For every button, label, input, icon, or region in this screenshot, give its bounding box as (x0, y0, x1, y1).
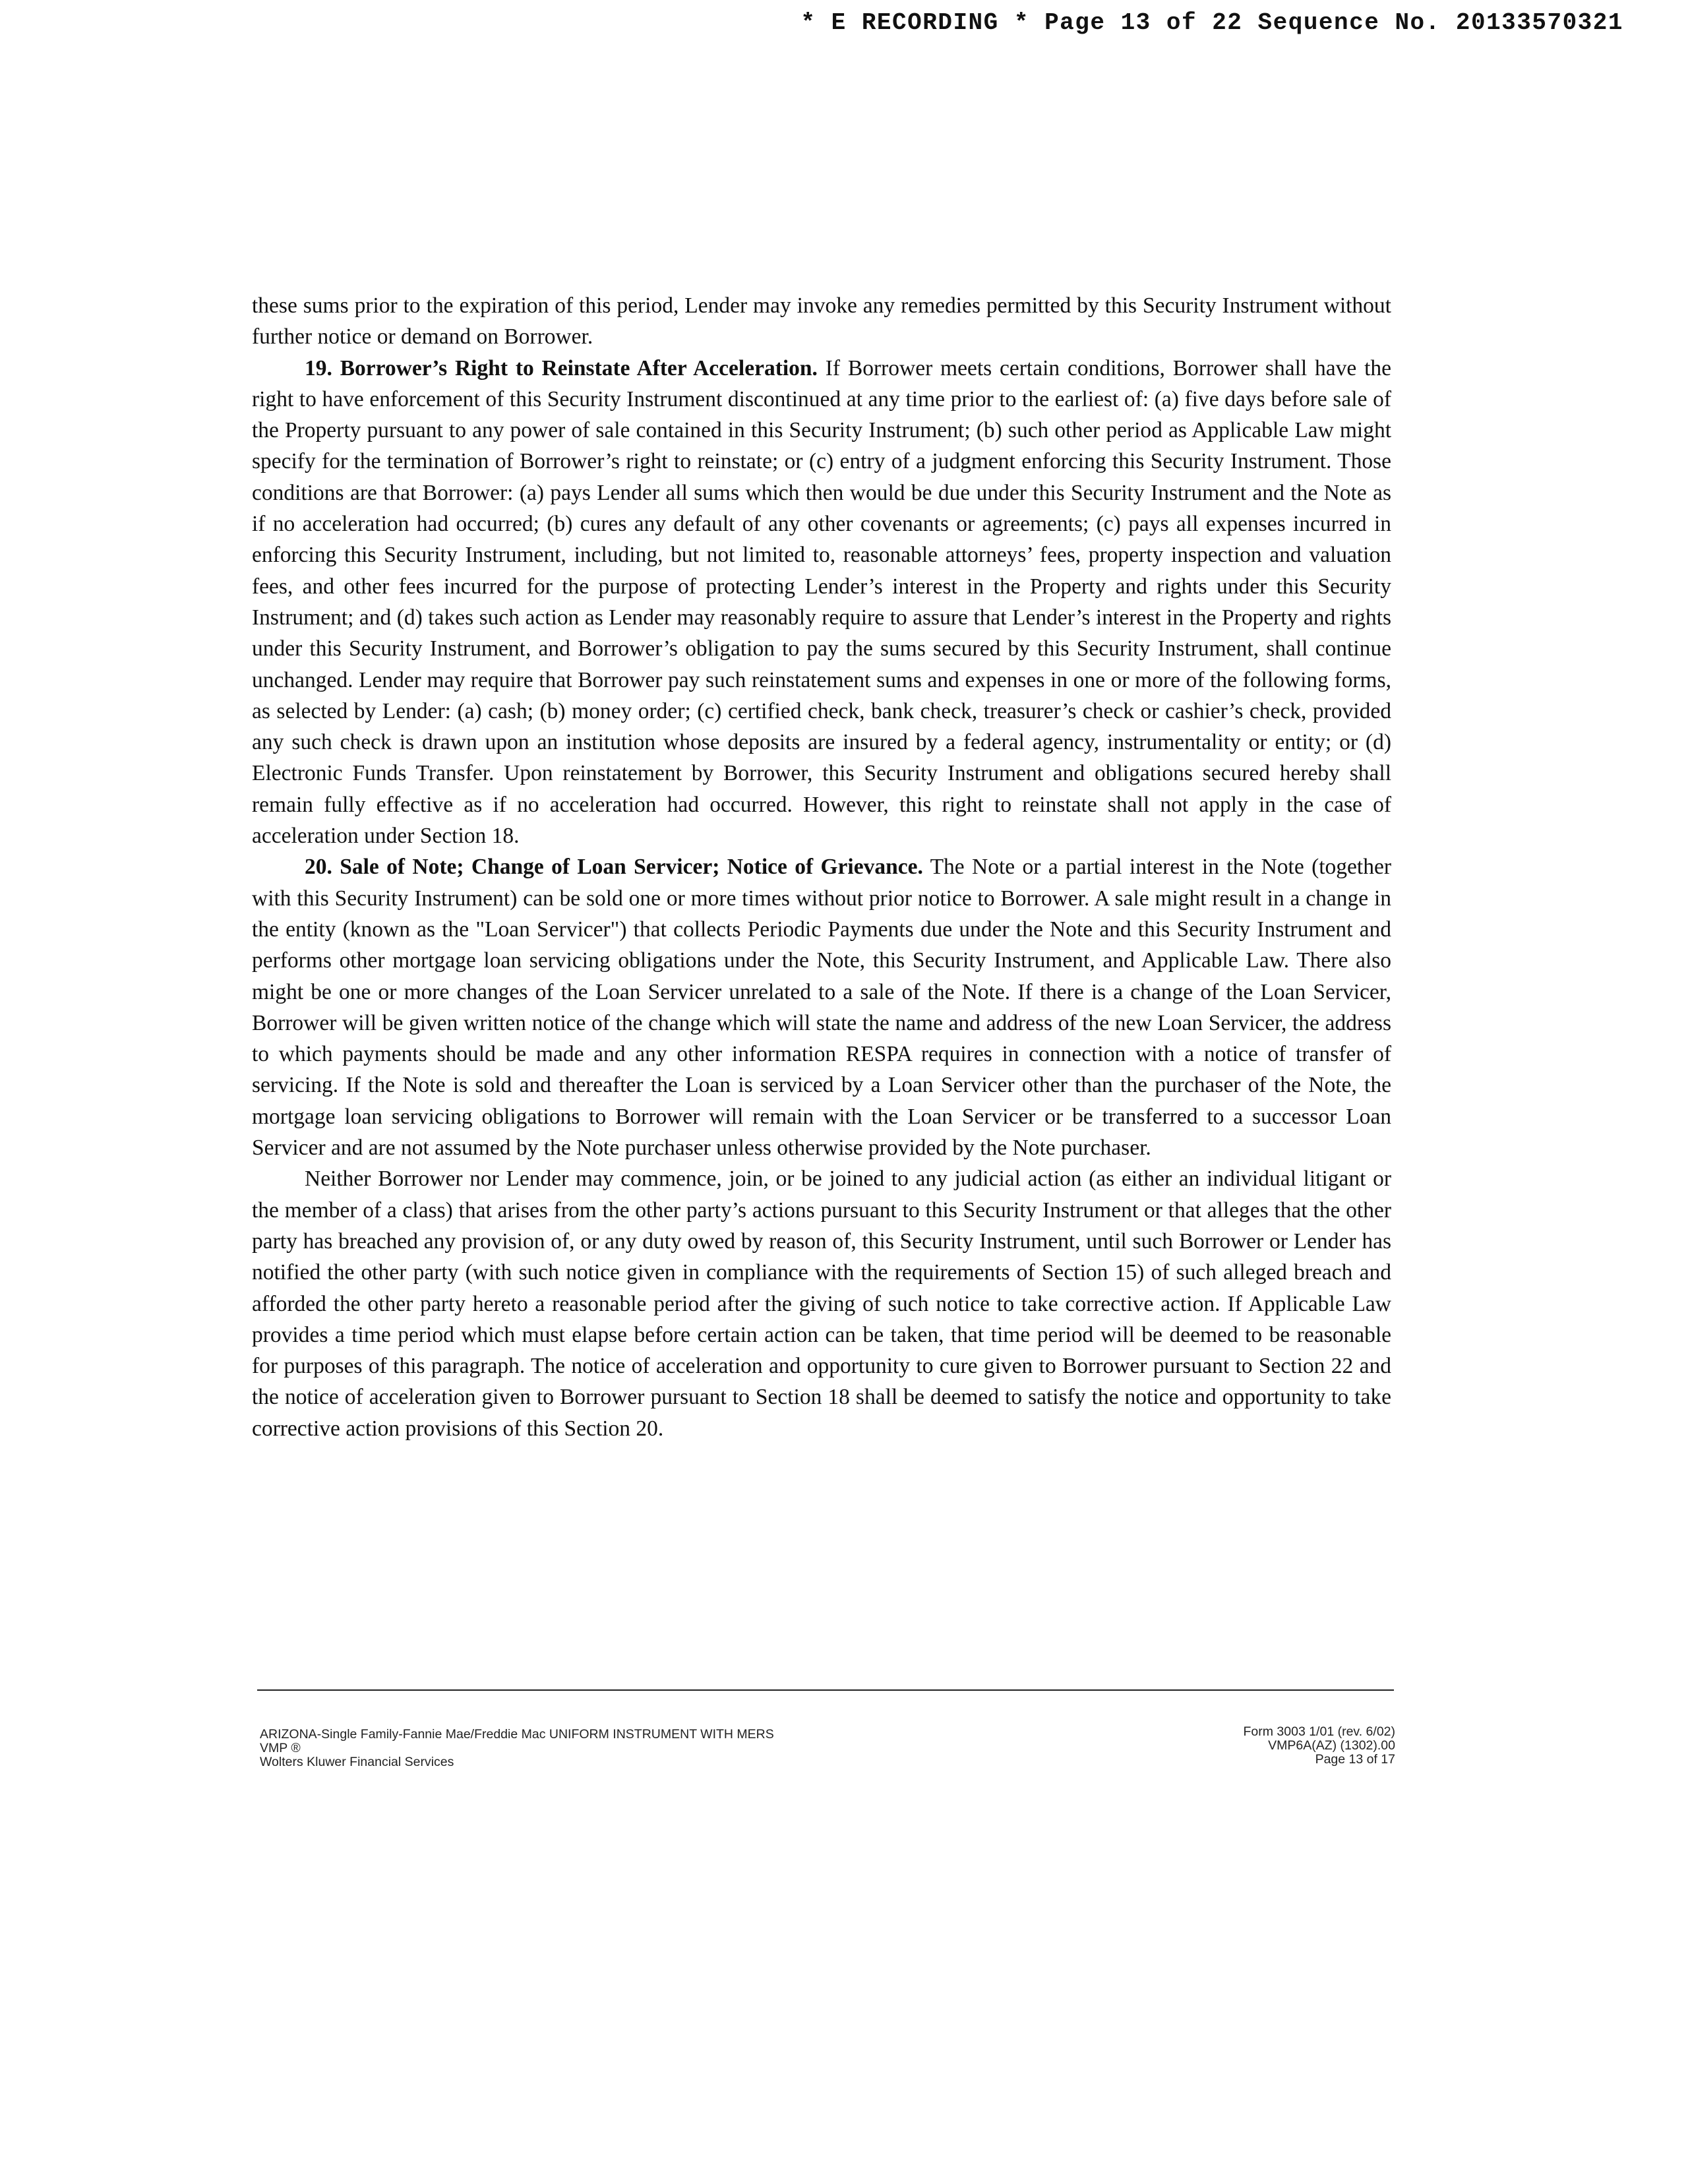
section-20-paragraph-2: Neither Borrower nor Lender may commence, join, or be joined to any judicial action (as either an individual litigant or the member of a class) that arises from the other party’s actions pursuant to this Security Instrument or that alleges that the other party has breached any provision of, or any duty owed by reason of, this Security Instrument, until such Borrower or Lender has notified the other party (with such notice given in compliance with the requirements of Section 15) of such alleged breach and afforded the other party hereto a reasonable period after the giving of such notice to take corrective action. If Applicable Law provides a time period which must elapse before certain action can be taken, that time period will be deemed to be reasonable for purposes of this paragraph. The notice of acceleration and opportunity to cure given to Borrower pursuant to Section 22 and the notice of acceleration given to Borrower pursuant to Section 18 shall be deemed to satisfy the notice and opportunity to take corrective action provisions of this Section 20. (252, 1167, 1391, 1441)
document-body (252, 290, 1391, 1444)
footer-right (1244, 1725, 1396, 1767)
section-19-title: 19. Borrower’s Right to Reinstate After Acceleration. (305, 355, 818, 380)
footer-page-number: Page 13 of 17 (1315, 1752, 1395, 1767)
section-20-text: The Note or a partial interest in the Note (together with this Security Instrument) can be sold one or more times without prior notice to Borrower. A sale might result in a change in the entity (known as the "Loan Servicer") that collects Periodic Payments due under the Note and this Security Instrument and performs other mortgage loan servicing obligations under the Note, this Security Instrument, and Applicable Law. There also might be one or more changes of the Loan Servicer unrelated to a sale of the Note. If there is a change of the Loan Servicer, Borrower will be given written notice of the change which will state the name and address of the new Loan Servicer, the address to which payments should be made and any other information RESPA requires in connection with a notice of transfer of servicing. If the Note is sold and thereafter the Loan is serviced by a Loan Servicer other than the purchaser of the Note, the mortgage loan servicing obligations to Borrower will remain with the Loan Servicer or be transferred to a successor Loan Servicer and are not assumed by the Note purchaser unless otherwise provided by the Note purchaser. (252, 855, 1391, 1161)
section-19 (252, 353, 1391, 852)
recording-stamp-header: * E RECORDING * Page 13 of 22 Sequence No. 20133570321 (800, 9, 1623, 36)
footer-form-title: ARIZONA-Single Family-Fannie Mae/Freddie Mac UNIFORM INSTRUMENT WITH MERS (260, 1727, 774, 1742)
paragraph-continuation: these sums prior to the expiration of this period, Lender may invoke any remedies permitted by this Security Instrument without further notice or demand on Borrower. (252, 293, 1391, 349)
footer-form-number: Form 3003 1/01 (rev. 6/02) (1243, 1724, 1395, 1739)
footer-publisher: Wolters Kluwer Financial Services (260, 1755, 454, 1769)
section-20-title: 20. Sale of Note; Change of Loan Servicer; Notice of Grievance. (305, 855, 923, 880)
footer-form-code: VMP6A(AZ) (1302).00 (1268, 1738, 1395, 1753)
section-19-text: If Borrower meets certain conditions, Borrower shall have the right to have enforcement of this Security Instrument discontinued at any time prior to the earliest of: (a) five days before sale of the Property pursuant to any power of sale contained in this Security Instrument; (b) such other period as Applicable Law might specify for the termination of Borrower’s right to reinstate; or (c) entry of a judgment enforcing this Security Instrument. Those conditions are that Borrower: (a) pays Lender all sums which then would be due under this Security Instrument and the Note as if no acceleration had occurred; (b) cures any default of any other covenants or agreements; (c) pays all expenses incurred in enforcing this Security Instrument, including, but not limited to, reasonable attorneys’ fees, property inspection and valuation fees, and other fees incurred for the purpose of protecting Lender’s interest in the Property and rights under this Security Instrument; and (d) takes such action as Lender may reasonably require to assure that Lender’s interest in the Property and rights under this Security Instrument, and Borrower’s obligation to pay the sums secured by this Security Instrument, shall continue unchanged. Lender may require that Borrower pay such reinstatement sums and expenses in one or more of the following forms, as selected by Lender: (a) cash; (b) money order; (c) certified check, bank check, treasurer’s check or cashier’s check, provided any such check is drawn upon an institution whose deposits are insured by a federal agency, instrumentality or entity; or (d) Electronic Funds Transfer. Upon reinstatement by Borrower, this Security Instrument and obligations secured hereby shall remain fully effective as if no acceleration had occurred. However, this right to reinstate shall not apply in the case of acceleration under Section 18. (252, 355, 1391, 849)
footer-divider (257, 1689, 1394, 1691)
footer-left (260, 1728, 774, 1769)
section-20 (252, 851, 1391, 1163)
footer-vmp: VMP ® (260, 1741, 301, 1755)
